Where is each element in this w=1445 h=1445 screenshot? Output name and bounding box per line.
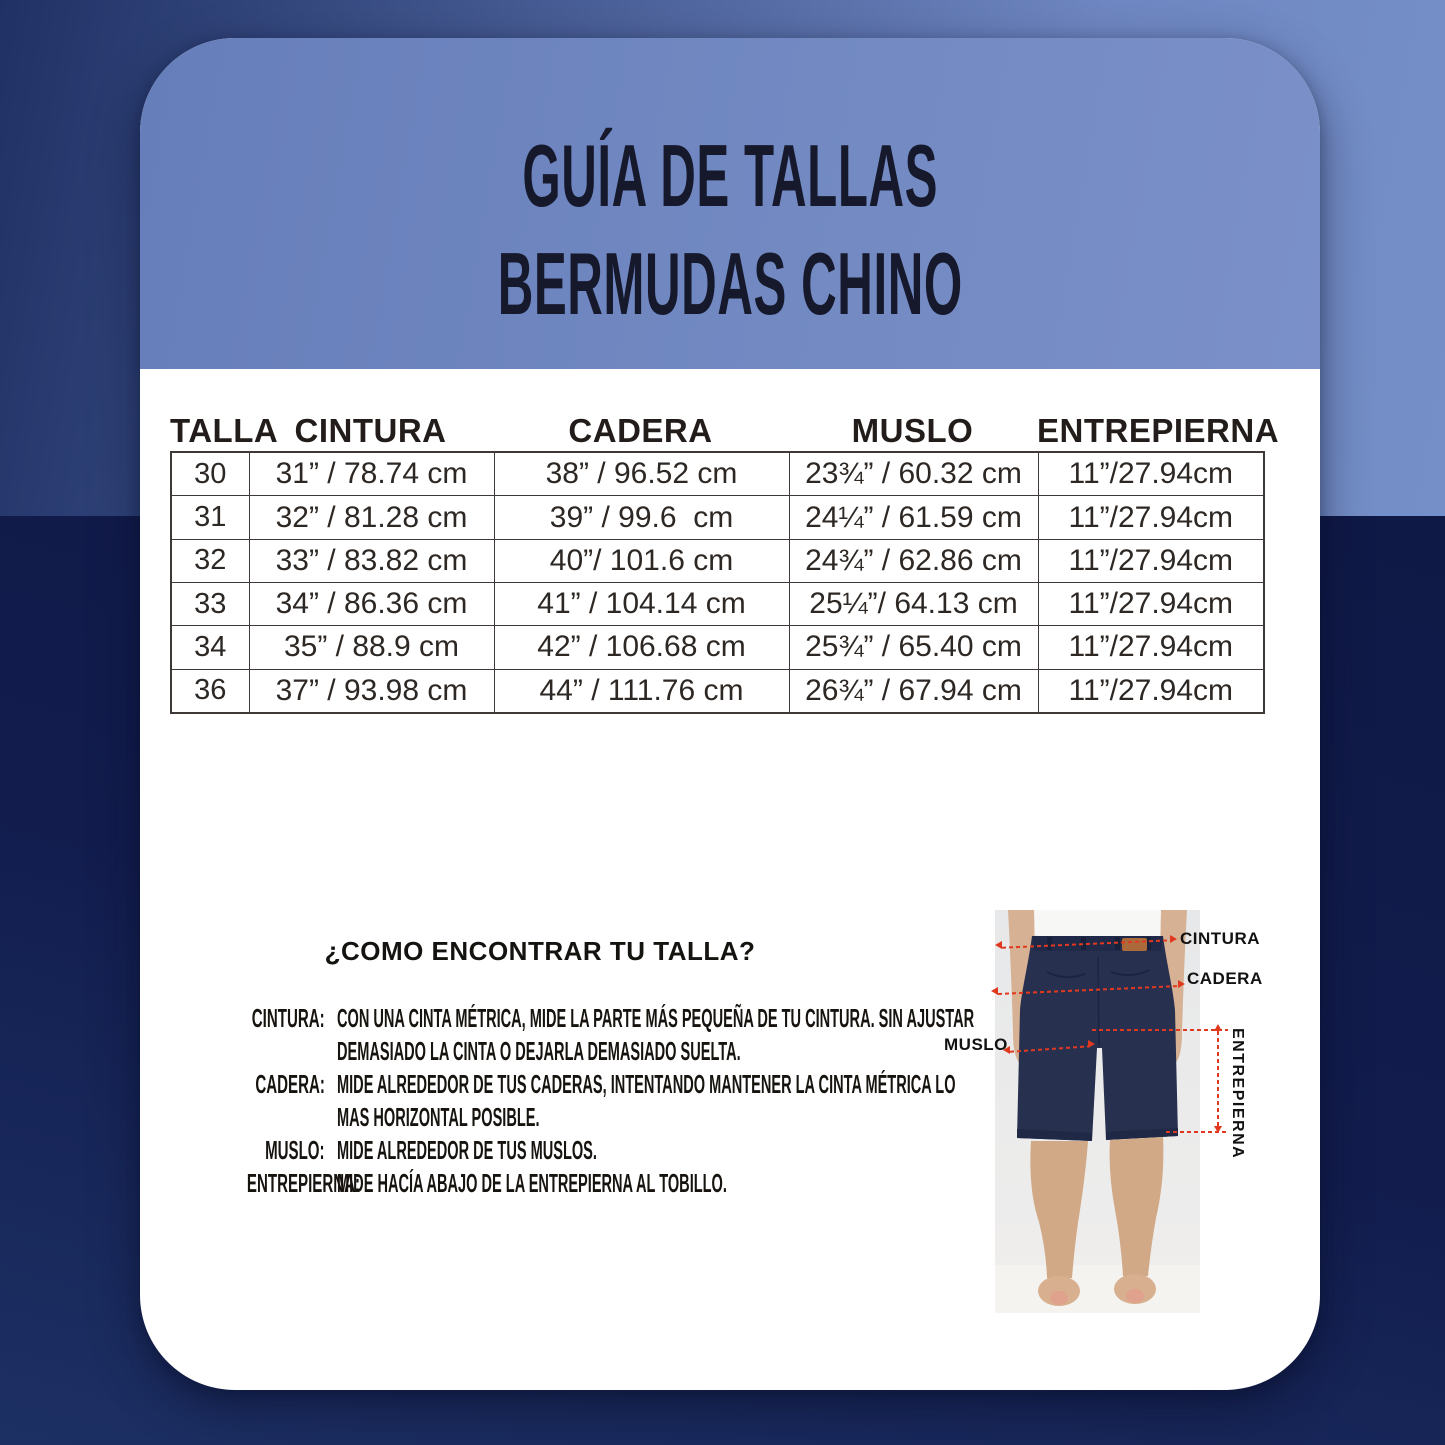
instruction-label-entrepierna: ENTREPIERNA: (246, 1168, 361, 1198)
cell-cintura: 32” / 81.28 cm (249, 496, 494, 539)
instruction-label-cintura: CINTURA: (252, 1003, 325, 1033)
column-header-talla: TALLA (170, 412, 279, 449)
figure-label-cintura: CINTURA (1180, 929, 1260, 948)
man-illustration (995, 910, 1200, 1313)
cell-muslo: 24¾” / 62.86 cm (789, 539, 1038, 582)
instruction-text-entrepierna: MIDE HACÍA ABAJO DE LA ENTREPIERNA AL TOBILLO. (337, 1168, 727, 1198)
waist-arrow-left (995, 941, 1002, 949)
page-title-line2: BERMUDAS CHINO (497, 234, 963, 333)
inseam-arrow-up (1214, 1024, 1222, 1031)
figure-label-cadera: CADERA (1187, 969, 1263, 988)
table-column-headers (170, 412, 1280, 450)
table-row (171, 582, 1264, 625)
cell-talla: 36 (171, 669, 249, 713)
cell-muslo: 25¼”/ 64.13 cm (789, 582, 1038, 625)
table-row (171, 452, 1264, 496)
table-row (171, 626, 1264, 669)
cell-cadera: 40”/ 101.6 cm (494, 539, 789, 582)
table-row (171, 539, 1264, 582)
cell-cintura: 34” / 86.36 cm (249, 582, 494, 625)
cell-entrepierna: 11”/27.94cm (1038, 496, 1264, 539)
thigh-arrow-right (1088, 1040, 1095, 1048)
instruction-label-muslo: MUSLO: (265, 1135, 325, 1165)
figure-label-entrepierna: ENTREPIERNA (1229, 1028, 1246, 1160)
inseam-top-line (1092, 1029, 1228, 1031)
column-header-cintura: CINTURA (294, 412, 447, 449)
cell-cadera: 42” / 106.68 cm (494, 626, 789, 669)
cell-cadera: 39” / 99.6 cm (494, 496, 789, 539)
cell-entrepierna: 11”/27.94cm (1038, 626, 1264, 669)
cell-talla: 34 (171, 626, 249, 669)
cell-muslo: 25¾” / 65.40 cm (789, 626, 1038, 669)
instruction-text-cintura: CON UNA CINTA MÉTRICA, MIDE LA PARTE MÁS PEQUEÑA DE TU CINTURA. SIN AJUSTAR DEMASIADO LA CINTA O DEJARLA DEMASIADO SUELTA. (337, 1003, 975, 1066)
hip-arrow-right (1178, 980, 1185, 988)
instruction-text-muslo: MIDE ALREDEDOR DE TUS MUSLOS. (337, 1135, 597, 1165)
inseam-bottom-line (1166, 1131, 1228, 1133)
instruction-text-cadera: MIDE ALREDEDOR DE TUS CADERAS, INTENTANDO MANTENER LA CINTA MÉTRICA LO MAS HORIZONTAL POSIBLE. (337, 1069, 956, 1132)
cell-cintura: 33” / 83.82 cm (249, 539, 494, 582)
cell-talla: 30 (171, 452, 249, 496)
cell-entrepierna: 11”/27.94cm (1038, 539, 1264, 582)
cell-cintura: 31” / 78.74 cm (249, 452, 494, 496)
cell-cintura: 35” / 88.9 cm (249, 626, 494, 669)
instruction-label-cadera: CADERA: (255, 1069, 325, 1099)
cell-talla: 32 (171, 539, 249, 582)
instructions-list (165, 1002, 997, 1200)
table-row (171, 496, 1264, 539)
column-header-cadera: CADERA (568, 412, 713, 449)
cell-muslo: 26¾” / 67.94 cm (789, 669, 1038, 713)
cell-muslo: 24¼” / 61.59 cm (789, 496, 1038, 539)
cell-talla: 33 (171, 582, 249, 625)
cell-talla: 31 (171, 496, 249, 539)
column-header-entrepierna: ENTREPIERNA (1037, 412, 1280, 449)
hip-arrow-left (991, 987, 998, 995)
thigh-arrow-left (1003, 1046, 1010, 1054)
cell-cintura: 37” / 93.98 cm (249, 669, 494, 713)
inseam-vertical-line (1217, 1031, 1219, 1127)
waist-arrow-right (1170, 935, 1177, 943)
figure-photo (995, 910, 1200, 1313)
howto-heading: ¿COMO ENCONTRAR TU TALLA? (324, 936, 756, 966)
table-row (171, 669, 1264, 713)
cell-cadera: 38” / 96.52 cm (494, 452, 789, 496)
page-title-line1: GUÍA DE TALLAS (522, 126, 938, 225)
size-table (170, 451, 1265, 714)
cell-muslo: 23¾” / 60.32 cm (789, 452, 1038, 496)
cell-cadera: 41” / 104.14 cm (494, 582, 789, 625)
cell-entrepierna: 11”/27.94cm (1038, 582, 1264, 625)
cell-entrepierna: 11”/27.94cm (1038, 669, 1264, 713)
column-header-muslo: MUSLO (851, 412, 974, 449)
cell-cadera: 44” / 111.76 cm (494, 669, 789, 713)
figure-label-muslo: MUSLO (944, 1035, 1008, 1054)
cell-entrepierna: 11”/27.94cm (1038, 452, 1264, 496)
